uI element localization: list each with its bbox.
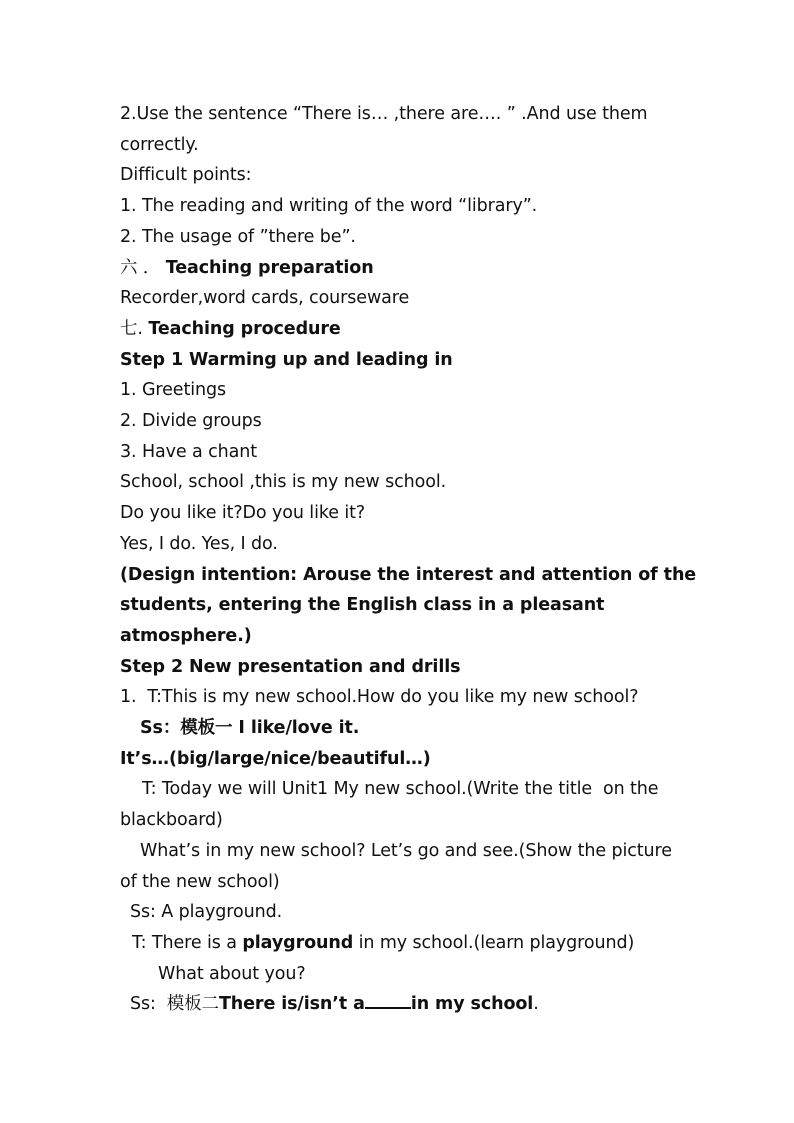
step-heading: Step 1 Warming up and leading in	[120, 349, 453, 370]
section-number: 七.	[120, 318, 143, 339]
text-line: T: Today we will Unit1 My new school.(Write the title on the	[142, 779, 659, 800]
text-line	[120, 928, 680, 959]
text-fragment: Ss: 模板二	[130, 994, 219, 1015]
difficult-points-heading: Difficult points:	[120, 165, 252, 186]
text-line: 1. T:This is my new school.How do you like my new school?	[120, 687, 639, 708]
text-line: What about you?	[158, 963, 306, 984]
text-line: 1. The reading and writing of the word “library”.	[120, 196, 538, 217]
step-heading: Step 2 New presentation and drills	[120, 656, 461, 677]
template-one-line: Ss：模板一 I like/love it.	[140, 718, 360, 739]
text-fragment: in my school.(learn playground)	[353, 932, 635, 953]
design-intention: (Design intention: Arouse the interest and attention of the	[120, 564, 697, 585]
section-heading-preparation	[120, 253, 680, 284]
text-line: 2.Use the sentence “There is… ,there are…. ” .And use them	[120, 104, 648, 124]
text-line: of the new school)	[120, 871, 280, 892]
text-line: It’s…(big/large/nice/beautiful…)	[120, 748, 431, 769]
section-title: Teaching procedure	[148, 318, 341, 339]
template-sentence: There is/isn’t a	[218, 994, 365, 1015]
text-line: correctly.	[120, 134, 199, 155]
text-fragment: .	[533, 994, 539, 1015]
document-body	[120, 99, 697, 1020]
section-heading-procedure	[120, 314, 680, 345]
chant-line: Yes, I do. Yes, I do.	[120, 533, 278, 554]
chant-line: School, school ,this is my new school.	[120, 472, 447, 493]
text-fragment: T: There is a	[132, 932, 243, 953]
design-intention: students, entering the English class in a pleasant	[120, 595, 605, 616]
text-line: blackboard)	[120, 810, 223, 831]
text-line: 1. Greetings	[120, 380, 227, 401]
template-sentence-end: in my school	[410, 994, 534, 1015]
chant-line: Do you like it?Do you like it?	[120, 503, 366, 524]
text-line: 3. Have a chant	[120, 441, 258, 462]
design-intention: atmosphere.)	[120, 625, 252, 646]
text-line: Ss: A playground.	[130, 902, 283, 923]
fill-in-blank	[365, 991, 411, 1009]
text-line: 2. Divide groups	[120, 411, 262, 432]
text-line: Recorder,word cards, courseware	[120, 288, 410, 309]
text-line: What’s in my new school? Let’s go and see.(Show the picture	[140, 840, 672, 861]
template-two-line	[120, 989, 680, 1020]
keyword-playground: playground	[242, 932, 354, 953]
section-number: 六 ．	[120, 257, 161, 278]
section-title: Teaching preparation	[165, 257, 374, 278]
text-line: 2. The usage of ”there be”.	[120, 226, 356, 247]
